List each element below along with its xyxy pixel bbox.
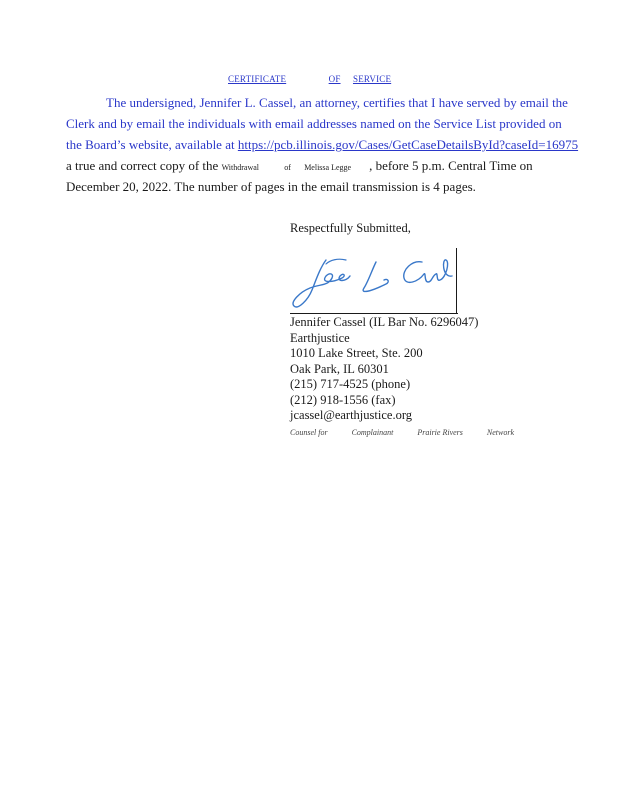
document-name-word-1: Withdrawal bbox=[221, 163, 260, 172]
handwritten-signature bbox=[290, 248, 458, 314]
title-word-of: OF bbox=[328, 74, 341, 84]
body-line-4: a true and correct copy of the Withdrawal of Melissa Legge , before 5 p.m. Central Time on bbox=[66, 158, 533, 173]
signer-email: jcassel@earthjustice.org bbox=[290, 408, 413, 422]
signer-phone: (215) 717-4525 (phone) bbox=[290, 377, 411, 391]
signer-name: Jennifer Cassel (IL Bar No. 6296047) bbox=[290, 315, 479, 329]
signer-street: 1010 Lake Street, Ste. 200 bbox=[290, 346, 423, 360]
signer-fax: (212) 918-1556 (fax) bbox=[290, 392, 396, 407]
closing-text: Respectfully Submitted, bbox=[290, 221, 411, 235]
signer-contact-block bbox=[290, 315, 478, 424]
document-name-word-3: Melissa Legge bbox=[304, 163, 352, 172]
body-line-3: the Board’s website, available at https://pcb.illinois.gov/Cases/GetCaseDetailsById?caseId=16975 bbox=[66, 137, 579, 152]
counsel-line: Counsel for Complainant Prairie Rivers Network bbox=[290, 428, 514, 437]
body-line-2: Clerk and by email the individuals with email addresses named on the Service List provided on bbox=[66, 116, 562, 131]
signer-organization: Earthjustice bbox=[290, 330, 350, 345]
service-list-link[interactable]: https://pcb.illinois.gov/Cases/GetCaseDetailsById?caseId=16975 bbox=[237, 137, 579, 152]
title-word-service: SERVICE bbox=[352, 74, 392, 84]
body-line-1: The undersigned, Jennifer L. Cassel, an attorney, certifies that I have served by email the bbox=[106, 95, 568, 110]
signer-city: Oak Park, IL 60301 bbox=[290, 361, 389, 376]
title-word-certificate: CERTIFICATE bbox=[228, 74, 287, 84]
signature-box-edge bbox=[456, 248, 457, 314]
body-line-5: December 20, 2022. The number of pages in the email transmission is 4 pages. bbox=[66, 179, 476, 194]
document-name-word-2: of bbox=[284, 163, 291, 172]
signature-line bbox=[290, 313, 458, 314]
document-title bbox=[228, 74, 391, 84]
